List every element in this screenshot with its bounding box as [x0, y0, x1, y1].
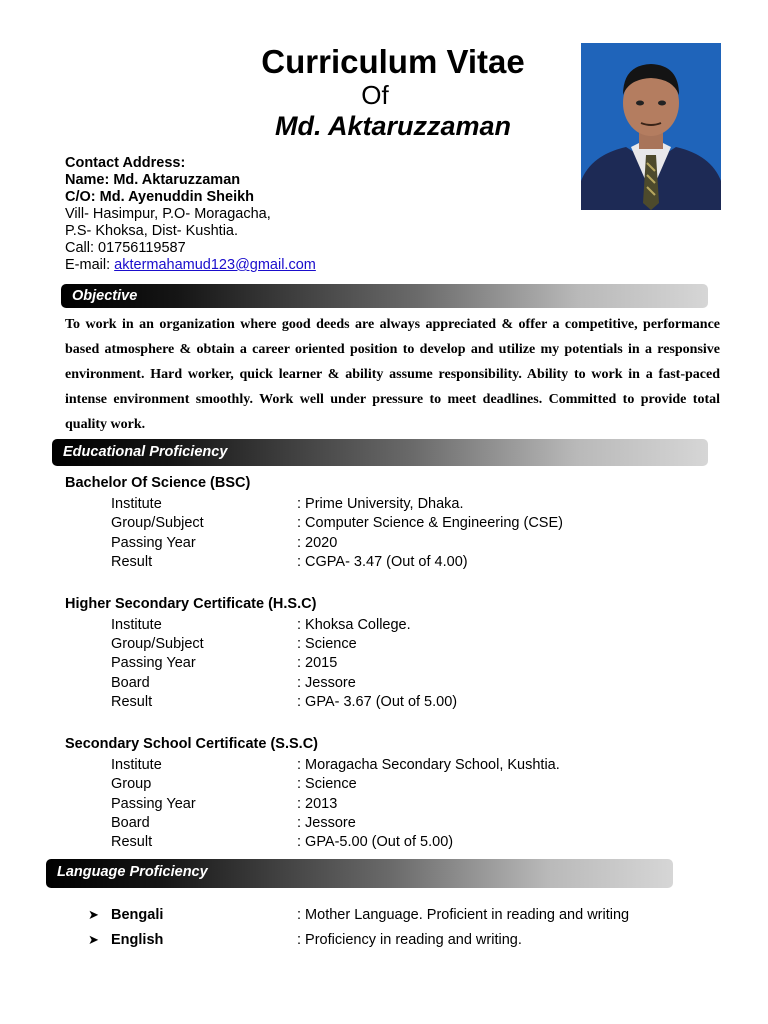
edu-row-label: Result — [111, 554, 153, 570]
contact-email-line — [65, 257, 316, 274]
edu-row-value: : Jessore — [297, 675, 356, 691]
objective-text: To work in an organization where good deeds are always appreciated & offer a competitive, performance based atmosphere & obtain a career oriented position to develop and utilize my potentials in a responsive environment. Hard worker, quick learner & ability assume responsibility. Ability to work in a fast-paced intense environment smoothly. Work well under pressure to meet deadlines. Committed to provide total quality work. — [65, 317, 720, 432]
email-link[interactable]: aktermahamud123@gmail.com — [114, 257, 316, 273]
edu-row-value: : Khoksa College. — [297, 617, 411, 633]
edu-row-value: : Jessore — [297, 815, 356, 831]
edu-row — [111, 694, 731, 711]
edu-row-value: : 2013 — [297, 796, 338, 812]
degree-heading: Bachelor Of Science (BSC) — [65, 475, 251, 491]
edu-row-label: Institute — [111, 496, 162, 512]
section-bar-education: Educational Proficiency — [52, 439, 708, 466]
edu-row-value: : Science — [297, 776, 357, 792]
edu-row — [111, 535, 731, 552]
edu-row-value: : GPA- 3.67 (Out of 5.00) — [297, 694, 458, 710]
edu-row-label: Group/Subject — [111, 636, 204, 652]
language-level: : Mother Language. Proficient in reading and writing — [297, 907, 630, 923]
edu-row — [111, 496, 731, 513]
contact-phone: Call: 01756119587 — [65, 240, 186, 256]
edu-row-value: : Computer Science & Engineering (CSE) — [297, 515, 563, 531]
language-name: Bengali — [111, 907, 164, 923]
contact-care-of: C/O: Md. Ayenuddin Sheikh — [65, 189, 255, 205]
edu-row — [111, 834, 731, 851]
contact-heading: Contact Address: — [65, 155, 186, 171]
contact-address-line-1: Vill- Hasimpur, P.O- Moragacha, — [65, 206, 271, 222]
portrait-image — [581, 43, 721, 210]
title-of: Of — [361, 80, 389, 110]
edu-row-label: Group/Subject — [111, 515, 204, 531]
edu-row-label: Result — [111, 694, 153, 710]
edu-row — [111, 757, 731, 774]
edu-row — [111, 815, 731, 832]
edu-row-value: : 2015 — [297, 655, 338, 671]
document-title: Curriculum Vitae — [261, 43, 525, 80]
edu-row-value: : 2020 — [297, 535, 338, 551]
edu-row-label: Board — [111, 675, 150, 691]
edu-row — [111, 776, 731, 793]
language-item — [88, 906, 708, 924]
edu-row — [111, 675, 731, 692]
section-bar-objective: Objective — [61, 284, 708, 308]
contact-name: Name: Md. Aktaruzzaman — [65, 172, 241, 188]
language-level: : Proficiency in reading and writing. — [297, 932, 522, 948]
edu-row-label: Passing Year — [111, 535, 196, 551]
edu-row-label: Board — [111, 815, 150, 831]
edu-row-label: Passing Year — [111, 655, 196, 671]
email-label: E-mail: — [65, 257, 115, 273]
edu-row — [111, 796, 731, 813]
arrowhead-bullet-icon: ➤ — [88, 932, 99, 947]
degree-heading: Secondary School Certificate (S.S.C) — [65, 736, 319, 752]
contact-address-line-2: P.S- Khoksa, Dist- Kushtia. — [65, 223, 239, 239]
section-bar-language: Language Proficiency — [46, 859, 673, 888]
edu-row — [111, 655, 731, 672]
edu-row — [111, 515, 731, 532]
edu-row-value: : Science — [297, 636, 357, 652]
edu-row — [111, 617, 731, 634]
language-item — [88, 931, 708, 949]
degree-heading: Higher Secondary Certificate (H.S.C) — [65, 596, 317, 612]
arrowhead-bullet-icon: ➤ — [88, 907, 99, 922]
edu-row — [111, 554, 731, 571]
edu-row-label: Result — [111, 834, 153, 850]
edu-row-value: : Moragacha Secondary School, Kushtia. — [297, 757, 560, 773]
edu-row-label: Institute — [111, 757, 162, 773]
edu-row-value: : CGPA- 3.47 (Out of 4.00) — [297, 554, 468, 570]
edu-row-label: Group — [111, 776, 152, 792]
edu-row — [111, 636, 731, 653]
language-name: English — [111, 932, 164, 948]
edu-row-value: : Prime University, Dhaka. — [297, 496, 464, 512]
edu-row-label: Passing Year — [111, 796, 196, 812]
profile-photo — [581, 43, 721, 210]
edu-row-value: : GPA-5.00 (Out of 5.00) — [297, 834, 454, 850]
candidate-name: Md. Aktaruzzaman — [274, 111, 512, 141]
contact-block — [65, 155, 316, 274]
edu-row-label: Institute — [111, 617, 162, 633]
